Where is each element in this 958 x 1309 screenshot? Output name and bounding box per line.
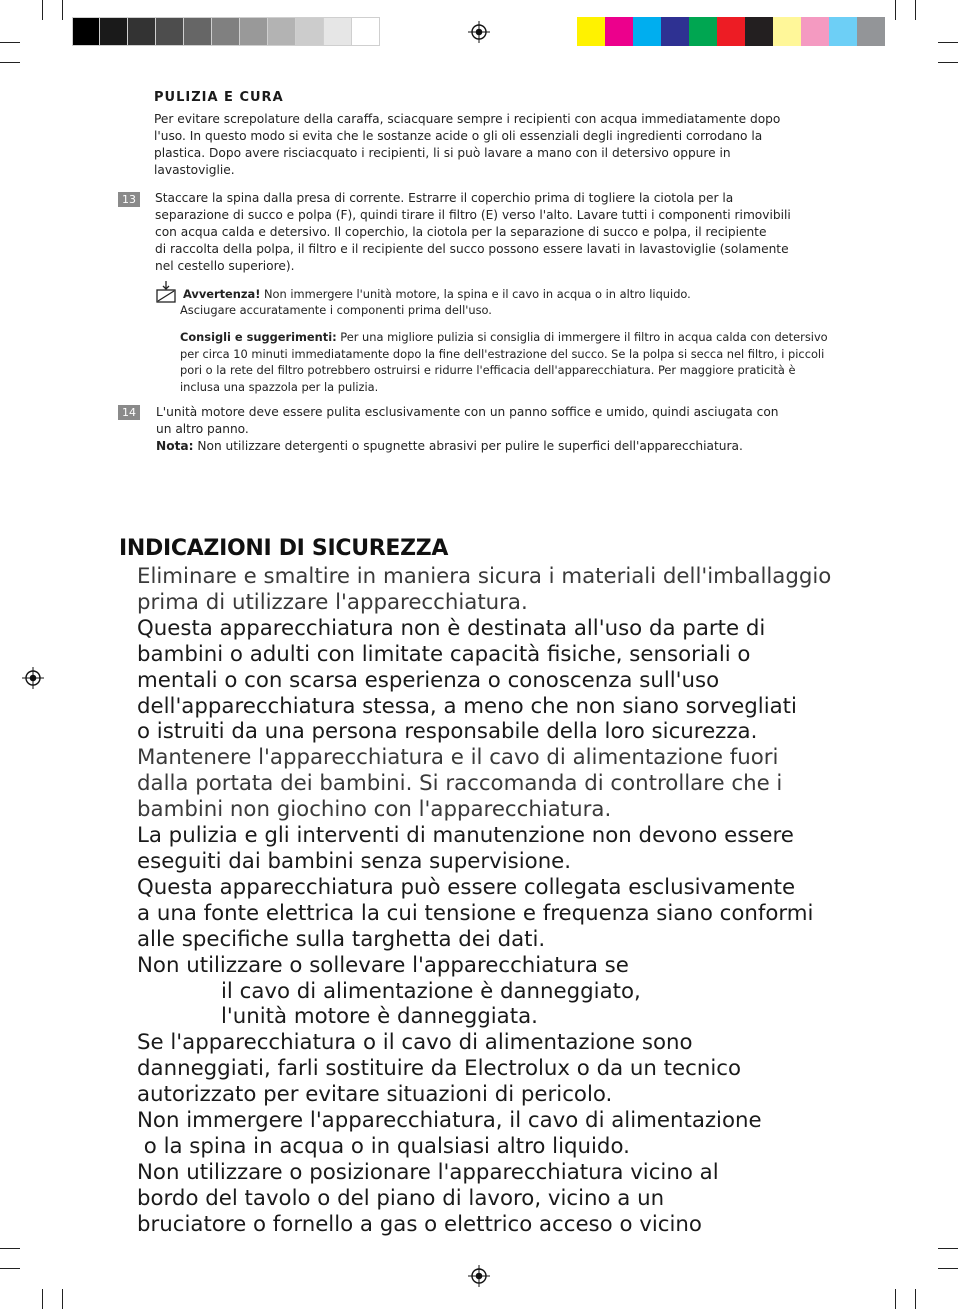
step-number-badge: 13 <box>118 192 140 207</box>
text-line: dell'apparecchiatura stessa, a meno che non siano sorvegliati <box>137 693 797 719</box>
text-line: di raccolta della polpa, il filtro e il recipiente del succo possono essere lavati in lavastoviglie (solamente <box>155 242 789 256</box>
safety-instructions <box>137 564 937 1238</box>
text-line: o la spina in acqua o in qualsiasi altro liquido. <box>137 1133 630 1159</box>
text-line: con acqua calda e detersivo. Il coperchio, la ciotola per la separazione di succo e polpa, il recipiente <box>155 225 767 239</box>
text-line: lavastoviglie. <box>154 162 235 177</box>
text-line: pori o la rete del filtro potrebbero ostruirsi e ridurre l'efficacia dell'apparecchiatura. Per maggiore praticità è <box>180 363 796 378</box>
crop-mark <box>0 62 20 63</box>
text-line: La pulizia e gli interventi di manutenzione non devono essere <box>137 823 794 849</box>
crop-mark <box>915 0 916 20</box>
text-line: L'unità motore deve essere pulita esclusivamente con un panno soffice e umido, quindi asciugata con <box>156 405 779 419</box>
note-text: Non utilizzare detergenti o spugnette abrasivi per pulire le superfici dell'apparecchiatura. <box>193 439 743 453</box>
crop-mark <box>0 1248 20 1249</box>
text-line: prima di utilizzare l'apparecchiatura. <box>137 589 528 615</box>
color-swatch <box>100 17 128 46</box>
color-swatch <box>128 17 156 46</box>
section-heading-cleaning: PULIZIA E CURA <box>154 90 284 105</box>
text-line: Per evitare screpolature della caraffa, sciacquare sempre i recipienti con acqua immediatamente dopo <box>154 112 781 126</box>
cleaning-intro <box>154 111 854 179</box>
color-swatch <box>605 17 633 46</box>
crop-mark <box>938 62 958 63</box>
warning-icon <box>155 280 177 304</box>
crop-mark <box>0 42 20 43</box>
color-swatch <box>745 17 773 46</box>
grayscale-calibration-bar <box>72 17 380 46</box>
crop-mark <box>42 1289 43 1309</box>
registration-mark-icon <box>468 1265 490 1287</box>
text-line: bambini o adulti con limitate capacità fisiche, sensoriali o <box>137 641 751 667</box>
step-14-text <box>156 404 856 455</box>
crop-mark <box>938 42 958 43</box>
registration-mark-icon <box>468 21 490 43</box>
text-line: plastica. Dopo avere risciacquato i recipienti, li si può lavare a mano con il detersivo oppure in <box>154 145 731 160</box>
crop-mark <box>0 1268 20 1269</box>
text-line: Non utilizzare o sollevare l'apparecchiatura se <box>137 952 629 978</box>
warning-label: Avvertenza! <box>183 287 261 301</box>
text-line: mentali o con scarsa esperienza o conoscenza sull'uso <box>137 667 720 693</box>
text-line: Staccare la spina dalla presa di corrente. Estrarre il coperchio prima di togliere la ciotola per la <box>155 191 734 205</box>
text-line: Se l'apparecchiatura o il cavo di alimentazione sono <box>137 1030 693 1056</box>
text-line: bruciatore o fornello a gas o elettrico acceso o vicino <box>137 1211 702 1237</box>
tips-label: Consigli e suggerimenti: <box>180 330 337 344</box>
color-swatch <box>268 17 296 46</box>
text-line: l'uso. In questo modo si evita che le sostanze acide o gli oli essenziali degli ingredienti corrodano la <box>154 128 763 143</box>
text-line: inclusa una spazzola per la pulizia. <box>180 379 379 394</box>
crop-mark <box>895 1289 896 1309</box>
color-calibration-bar <box>577 17 885 46</box>
tips-note <box>180 329 880 395</box>
step-number-badge: 14 <box>118 405 140 420</box>
crop-mark <box>62 0 63 20</box>
text-line: Non utilizzare o posizionare l'apparecchiatura vicino al <box>137 1159 719 1185</box>
text-line: nel cestello superiore). <box>155 259 295 273</box>
text-line: bordo del tavolo o del piano di lavoro, vicino a un <box>137 1185 665 1211</box>
text-line: danneggiati, farli sostituire da Electrolux o da un tecnico <box>137 1056 741 1082</box>
crop-mark <box>42 0 43 20</box>
warning-note <box>183 286 833 303</box>
warning-text-line2: Asciugare accuratamente i componenti prima dell'uso. <box>180 303 492 317</box>
color-swatch <box>72 17 100 46</box>
step-13-text <box>155 190 855 275</box>
crop-mark <box>915 1289 916 1309</box>
color-swatch <box>689 17 717 46</box>
text-line: autorizzato per evitare situazioni di pericolo. <box>137 1082 613 1108</box>
text-line: Questa apparecchiatura non è destinata all'uso da parte di <box>137 615 766 641</box>
color-swatch <box>352 17 380 46</box>
text-line: Non immergere l'apparecchiatura, il cavo di alimentazione <box>137 1108 762 1134</box>
color-swatch <box>801 17 829 46</box>
text-line: dalla portata dei bambini. Si raccomanda di controllare che i <box>137 771 783 797</box>
color-swatch <box>829 17 857 46</box>
text-line: Questa apparecchiatura può essere collegata esclusivamente <box>137 874 796 900</box>
text-line: separazione di succo e polpa (F), quindi tirare il filtro (E) verso l'alto. Lavare tutti i componenti rimovibili <box>155 208 791 222</box>
text-line: a una fonte elettrica la cui tensione e frequenza siano conformi <box>137 900 814 926</box>
text-line: o istruiti da una persona responsabile della loro sicurezza. <box>137 719 758 745</box>
color-swatch <box>324 17 352 46</box>
color-swatch <box>857 17 885 46</box>
color-swatch <box>773 17 801 46</box>
color-swatch <box>240 17 268 46</box>
note-label: Nota: <box>156 439 194 453</box>
crop-mark <box>938 1268 958 1269</box>
text-line: Mantenere l'apparecchiatura e il cavo di alimentazione fuori <box>137 745 779 771</box>
color-swatch <box>717 17 745 46</box>
color-swatch <box>212 17 240 46</box>
section-heading-safety: INDICAZIONI DI SICUREZZA <box>119 536 449 561</box>
crop-mark <box>62 1289 63 1309</box>
text-line: un altro panno. <box>156 422 249 436</box>
text-line: per circa 10 minuti immediatamente dopo la fine dell'estrazione del succo. Se la polpa si secca nel filtro, i piccoli <box>180 346 825 361</box>
text-line: eseguiti dai bambini senza supervisione. <box>137 848 572 874</box>
crop-mark <box>895 0 896 20</box>
registration-mark-icon <box>22 667 44 689</box>
tips-text: Per una migliore pulizia si consiglia di immergere il filtro in acqua calda con detersivo <box>336 330 828 344</box>
color-swatch <box>633 17 661 46</box>
color-swatch <box>156 17 184 46</box>
color-swatch <box>577 17 605 46</box>
text-line: alle specifiche sulla targhetta dei dati. <box>137 926 546 952</box>
text-line-indented: il cavo di alimentazione è danneggiato, <box>221 978 641 1004</box>
text-line: bambini non giochino con l'apparecchiatura. <box>137 797 612 823</box>
color-swatch <box>296 17 324 46</box>
warning-text: Non immergere l'unità motore, la spina e il cavo in acqua o in altro liquido. <box>260 287 691 301</box>
text-line-indented: l'unità motore è danneggiata. <box>221 1004 538 1030</box>
crop-mark <box>938 1248 958 1249</box>
color-swatch <box>184 17 212 46</box>
color-swatch <box>661 17 689 46</box>
text-line: Eliminare e smaltire in maniera sicura i materiali dell'imballaggio <box>137 564 832 589</box>
